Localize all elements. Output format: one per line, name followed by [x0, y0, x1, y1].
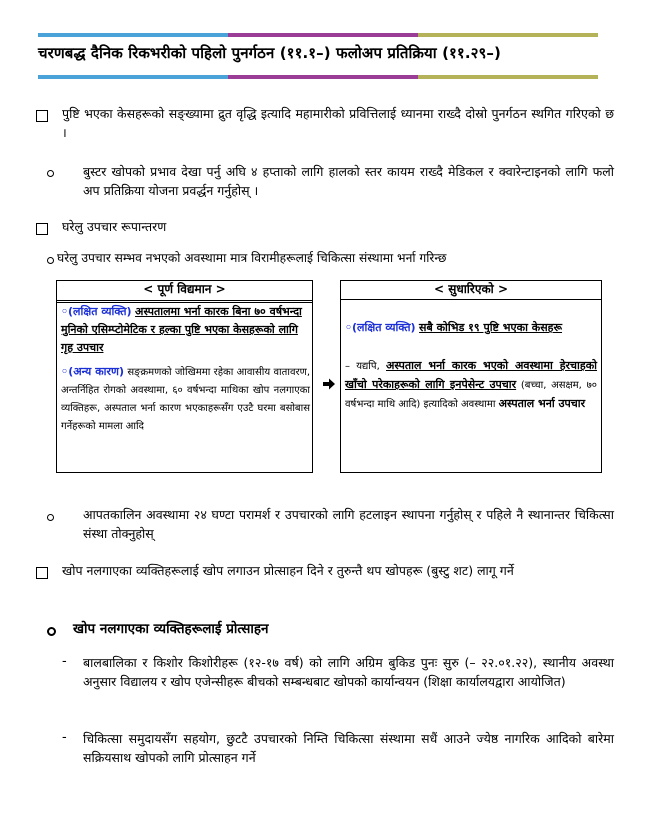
existing-policy-box	[56, 280, 313, 473]
item-3-text: खोप नलगाएका व्यक्तिहरूलाई खोप लगाउन प्रोत्साहन दिने र तुरुन्तै थप खोपहरू (बुस्टु शट) लागू गर्ने	[62, 563, 514, 578]
right-target-label: (लक्षित व्यक्ति)	[352, 321, 416, 334]
circle-bullet-icon	[47, 514, 54, 521]
dash-bullet: -	[62, 654, 67, 669]
right-plain-text: (बच्चा, असक्षम, ७० वर्षभन्दा माथि आदि) इत्यादिको अवस्थामा	[345, 380, 597, 410]
right-target-block: ◦(लक्षित व्यक्ति) सबै कोभिड १९ पुष्टि भएका केसहरू	[345, 321, 563, 334]
right-end-bold: अस्पताल भर्ना उपचार	[498, 397, 586, 410]
bottom-bar-blue	[38, 75, 228, 79]
page-title: चरणबद्ध दैनिक रिकभरीको पहिलो पुनर्गठन (११.१–) फलोअप प्रतिक्रिया (११.२९–)	[38, 44, 501, 62]
item-2-subitem: घरेलु उपचार सम्भव नभएको अवस्थामा मात्र विरामीहरूलाई चिकित्सा संस्थामा भर्ना गरिन्छ	[57, 251, 447, 265]
checkbox-icon	[36, 567, 48, 579]
right-but: – यद्यपि,	[345, 361, 380, 372]
right-target-text: सबै कोभिड १९ पुष्टि भएका केसहरू	[419, 321, 563, 334]
left-other-label: (अन्य कारण)	[68, 365, 125, 378]
item-1-subitem: बुस्टर खोपको प्रभाव देखा पर्नु अघि ४ हप्ताको लागि हालको स्तर कायम राख्दै मेडिकल र क्वारेन्टाइनको लागि फलो अप प्रतिक्रिया योजना प्रवर्द्धन गर्नुहोस् ।	[83, 164, 614, 198]
dash-bullet: -	[62, 730, 67, 745]
left-other-block: ◦(अन्य कारण) सङ्क्रमणको जोखिममा रहेका आवासीय वातावरण, अन्तर्निहित रोगको अवस्थामा, ६० वर्षभन्दा माथिका खोप नलगाएका व्यक्तिहरू, अस्पताल भर्ना कारण भएकाहरूसँग एउटै घरमा बसोबास गर्नेहरूको मामला आदि	[61, 365, 310, 432]
checkbox-icon	[36, 223, 48, 235]
dash-item-2: चिकित्सा समुदायसँग सहयोग, छुटटै उपचारको निम्ति चिकित्सा संस्थामा सधैं आउने ज्येष्ठ नागरिक आदिको बारेमा सक्रियसाथ खोपको लागि प्रोत्साहन गर्ने	[83, 731, 614, 765]
left-table-header: < पूर्ण विद्यमान >	[57, 281, 312, 303]
circle-bullet-icon	[47, 257, 54, 264]
bottom-bar-purple	[228, 75, 418, 79]
item-2-subitem-2: आपतकालिन अवस्थामा २४ घण्टा परामर्श र उपचारको लागि हटलाइन स्थापना गर्नुहोस् र पहिले नै स्थानान्तर चिकित्सा संस्था तोक्नुहोस्	[83, 507, 614, 541]
item-2-text: घरेलु उपचार रूपान्तरण	[62, 219, 167, 234]
left-other-text: सङ्क्रमणको जोखिममा रहेका आवासीय वातावरण, अन्तर्निहित रोगको अवस्थामा, ६० वर्षभन्दा माथिका खोप नलगाएका व्यक्तिहरू, अस्पताल भर्ना कारण भएकाहरूसँग एउटै घरमा बसोबास गर्नेहरूको मामला आदि	[61, 367, 310, 432]
left-target-label: (लक्षित व्यक्ति)	[68, 305, 132, 318]
dash-item-1: बालबालिका र किशोर किशोरीहरू (१२-१७ वर्ष) को लागि अग्रिम बुकिड पुनः सुरु (– २२.०१.२२), स्थानीय अवस्था अनुसार विद्यालय र खोप एजेन्सीहरू बीचको सम्बन्धबाट खोपको कार्यान्वयन (शिक्षा कार्यालयद्वारा आयोजित)	[83, 655, 614, 689]
right-detail-block	[345, 357, 597, 414]
top-bar-blue	[38, 33, 228, 37]
left-target-block: ◦(लक्षित व्यक्ति) अस्पतालमा भर्ना कारक बिना ७० वर्षभन्दा मुनिको एसिम्प्टोमेटिक र हल्का पुष्टि भएका केसहरूको लागि गृह उपचार	[61, 305, 302, 354]
bottom-bar-olive	[418, 75, 598, 79]
circle-bullet-icon	[47, 627, 56, 636]
right-bold-text: अस्पताल भर्ना कारक भएको अवस्थामा हेरचाहको खाँचो परेकाहरूको लागि इनपेसेन्ट उपचार	[345, 359, 598, 391]
circle-bullet-icon	[47, 170, 54, 177]
top-bar-olive	[418, 33, 598, 37]
top-bar-purple	[228, 33, 418, 37]
item-1-text: पुष्टि भएका केसहरूको सङ्ख्यामा द्रुत वृद्धि इत्यादि महामारीको प्रवित्तिलाई ध्यानमा राख्दै दोस्रो पुनर्गठन स्थगित गरिएको छ ।	[62, 106, 614, 140]
checkbox-icon	[36, 110, 48, 122]
right-table-header: < सुधारिएको >	[341, 281, 601, 300]
section-heading: खोप नलगाएका व्यक्तिहरूलाई प्रोत्साहन	[73, 621, 269, 637]
revised-policy-box	[340, 280, 602, 473]
left-target-text: अस्पतालमा भर्ना कारक बिना ७० वर्षभन्दा मुनिको एसिम्प्टोमेटिक र हल्का पुष्टि भएका केसहरूको लागि गृह उपचार	[61, 305, 302, 354]
arrow-right-icon	[322, 376, 336, 395]
